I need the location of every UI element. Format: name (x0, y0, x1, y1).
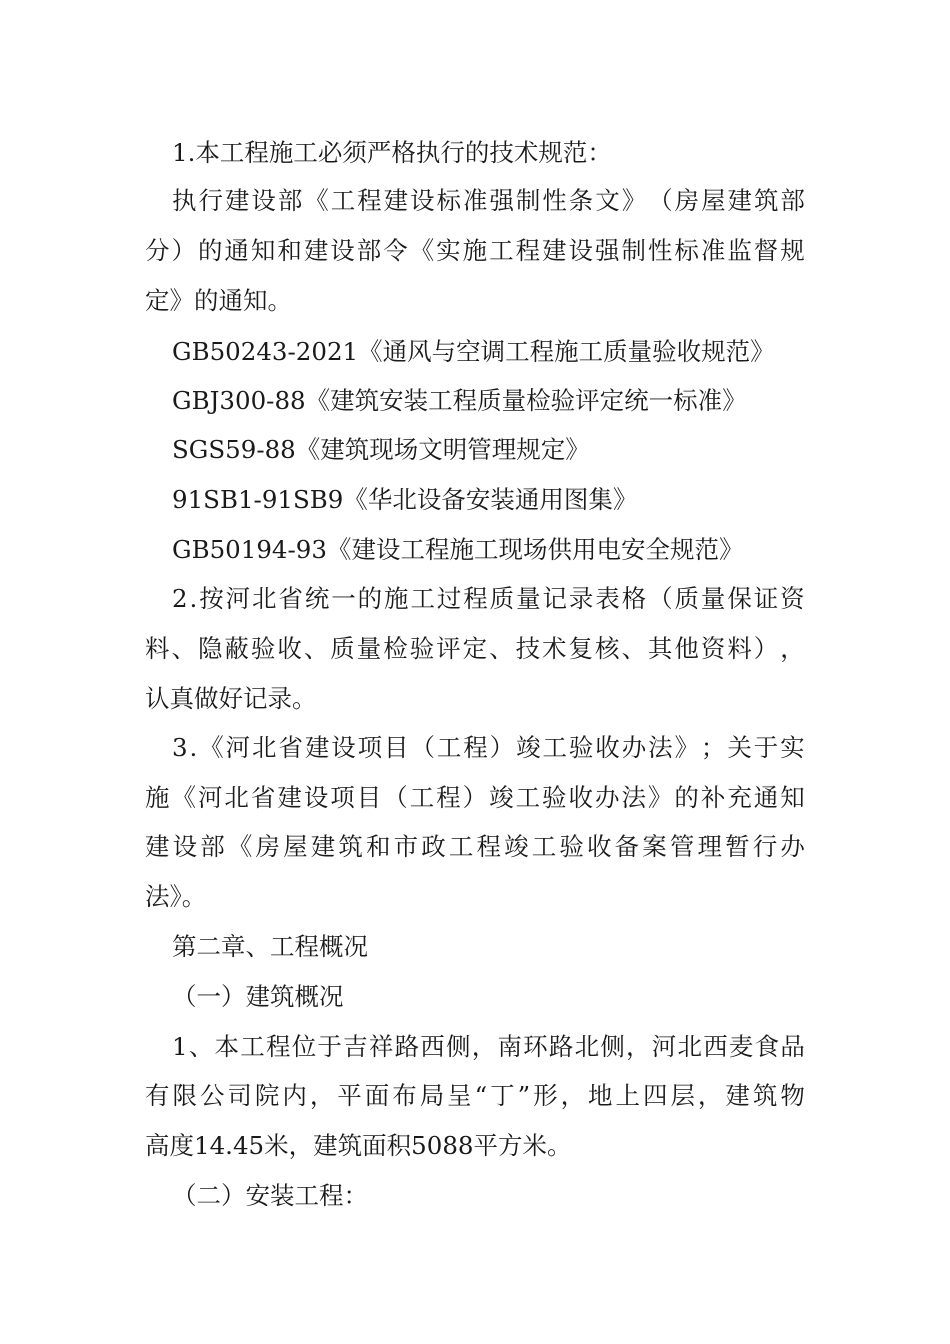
section-heading-building: （一）建筑概况 (172, 982, 344, 1011)
clause-3-line-3: 建 设 部 《 房 屋 建 筑 和 市 政 工 程 竣 工 验 收 备 案 管 理 暂 行 办 (145, 832, 805, 861)
clause-3-line-1: 3 . 《 河 北 省 建 设 项 目 （ 工 程 ） 竣 工 验 收 办 法 》 ； 关 于 实 (172, 733, 805, 762)
clause-1-text-line-2: 分 ） 的 通 知 和 建 设 部 令 《 实 施 工 程 建 设 强 制 性 标 准 监 督 规 (145, 236, 805, 265)
clause-3-line-2: 施 《 河 北 省 建 设 项 目 （ 工 程 ） 竣 工 验 收 办 法 》 的 补 充 通 知 (145, 783, 805, 812)
building-overview-line-2: 有 限 公 司 院 内 ， 平 面 布 局 呈 “ 丁 ” 形 ， 地 上 四 层 ， 建 筑 物 (145, 1081, 805, 1110)
standard-item-2: GBJ300-88《建筑安装工程质量检验评定统一标准》 (172, 386, 747, 415)
clause-3-line-4: 法》。 (145, 882, 207, 911)
standard-item-1: GB50243-2021《通风与空调工程施工质量验收规范》 (172, 337, 775, 366)
clause-1-heading: 1.本工程施工必须严格执行的技术规范： (172, 138, 612, 167)
clause-2-line-2: 料 、 隐 蔽 验 收 、 质 量 检 验 评 定 、 技 术 复 核 、 其 他 资 料 ） ， (145, 634, 805, 663)
clause-1-text-line-1: 执 行 建 设 部 《 工 程 建 设 标 准 强 制 性 条 文 》 （ 房 屋 建 筑 部 (172, 186, 805, 215)
section-heading-installation: （二）安装工程： (172, 1181, 368, 1210)
standard-item-5: GB50194-93《建设工程施工现场供用电安全规范》 (172, 535, 744, 564)
chapter-heading: 第二章、工程概况 (172, 932, 368, 961)
standard-item-3: SGS59-88《建筑现场文明管理规定》 (172, 435, 590, 464)
clause-1-text-line-3: 定》的通知。 (145, 286, 292, 315)
building-overview-line-1: 1 、 本 工 程 位 于 吉 祥 路 西 侧 ， 南 环 路 北 侧 ， 河 北 西 麦 食 品 (172, 1032, 805, 1061)
standard-item-4: 91SB1-91SB9《华北设备安装通用图集》 (172, 485, 638, 514)
clause-2-line-1: 2 . 按 河 北 省 统 一 的 施 工 过 程 质 量 记 录 表 格 （ 质 量 保 证 资 (172, 584, 805, 613)
clause-2-line-3: 认真做好记录。 (145, 684, 317, 713)
building-overview-line-3: 高度14.45米，建筑面积5088平方米。 (145, 1131, 572, 1160)
